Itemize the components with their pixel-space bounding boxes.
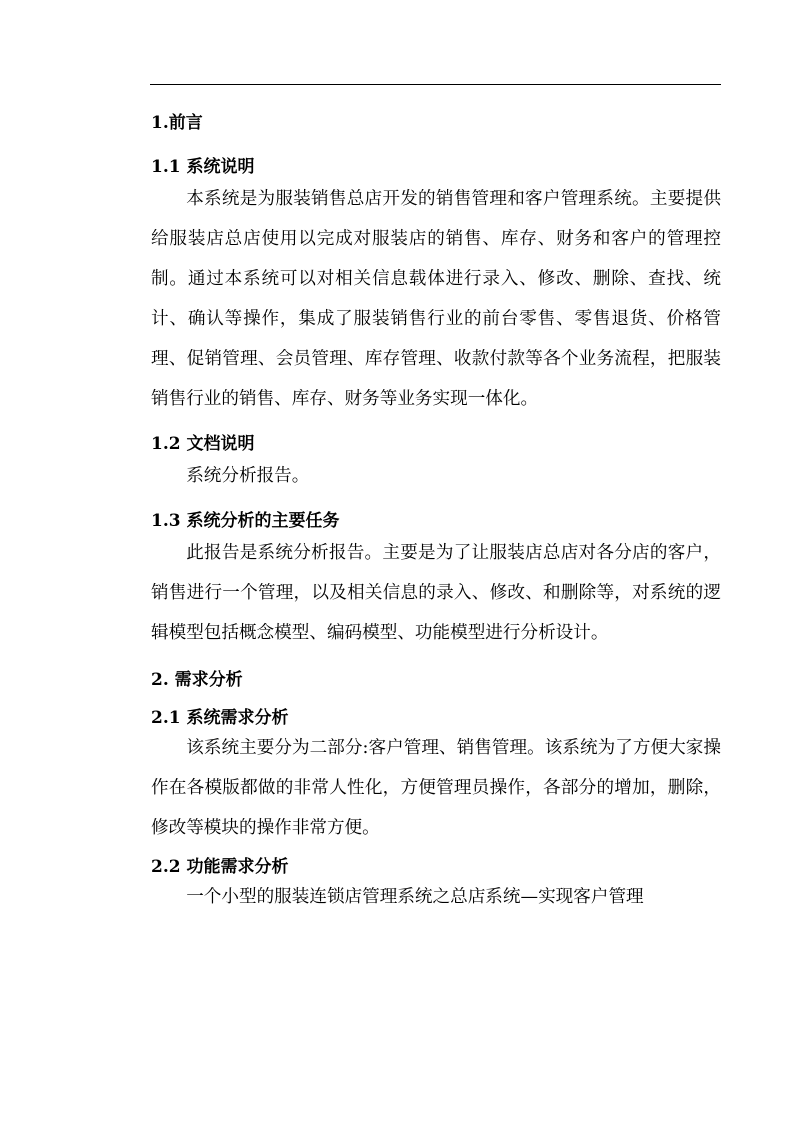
- section-heading-functional-requirements: 2.2 功能需求分析: [151, 857, 289, 877]
- section-heading-preface: 1.前言: [151, 113, 203, 133]
- section-heading-document-description: 1.2 文档说明: [151, 434, 255, 454]
- section-heading-requirements: 2. 需求分析: [151, 670, 243, 690]
- paragraph-functional-requirements: 一个小型的服装连锁店管理系统之总店系统—实现客户管理: [186, 887, 644, 907]
- section-heading-system-description: 1.1 系统说明: [151, 157, 255, 177]
- document-body: [151, 100, 721, 917]
- paragraph-system-description: 本系统是为服装销售总店开发的销售管理和客户管理系统。主要提供给服装店总店使用以完成对服装店的销售、库存、财务和客户的管理控制。通过本系统可以对相关信息载体进行录入、修改、删除、查找、统计、确认等操作，集成了服装销售行业的前台零售、零售退货、价格管理、促销管理、会员管理、库存管理、收款付款等各个业务流程，把服装销售行业的销售、库存、财务等业务实现一体化。: [151, 189, 721, 409]
- paragraph-system-requirements: 该系统主要分为二部分:客户管理、销售管理。该系统为了方便大家操作在各模版都做的非常人性化，方便管理员操作，各部分的增加，删除，修改等模块的操作非常方便。: [151, 738, 721, 838]
- header-rule: [150, 84, 721, 85]
- paragraph-document-description: 系统分析报告。: [186, 466, 310, 486]
- paragraph-main-tasks: 此报告是系统分析报告。主要是为了让服装店总店对各分店的客户，销售进行一个管理，以及相关信息的录入、修改、和删除等，对系统的逻辑模型包括概念模型、编码模型、功能模型进行分析设计。: [151, 543, 721, 643]
- section-heading-main-tasks: 1.3 系统分析的主要任务: [151, 511, 340, 531]
- section-heading-system-requirements: 2.1 系统需求分析: [151, 708, 289, 728]
